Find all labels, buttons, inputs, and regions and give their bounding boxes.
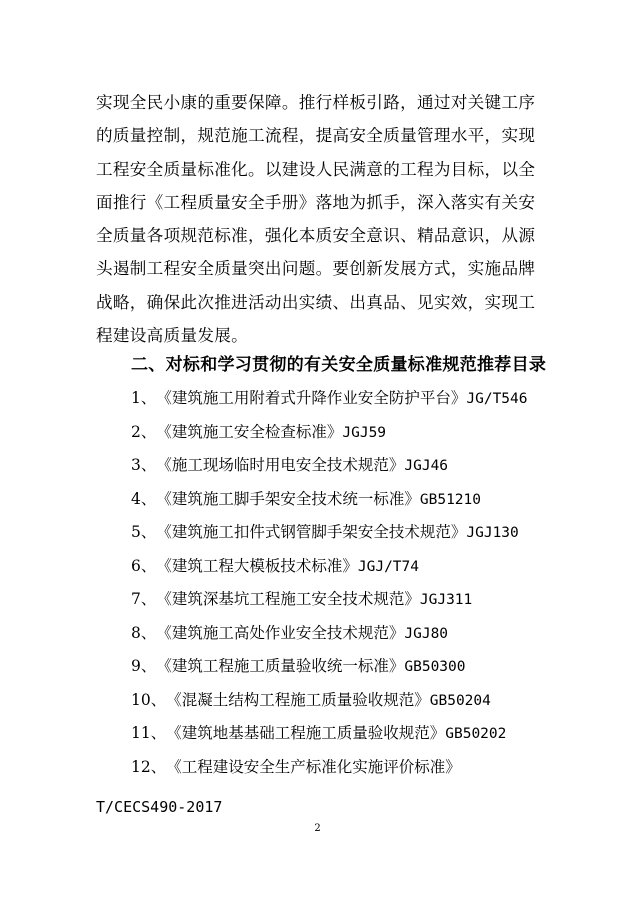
item-code: GB51210 (419, 491, 481, 508)
item-number: 12、 (131, 757, 167, 776)
item-code: JGJ/T74 (357, 558, 419, 575)
item-number: 9、 (131, 657, 157, 675)
standards-list (131, 382, 528, 784)
list-item (131, 650, 528, 684)
item-title: 《建筑工程施工质量验收统一标准》 (156, 657, 405, 675)
paragraph-line: 的质量控制，规范施工流程，提高安全质量管理水平，实现 (96, 126, 536, 146)
item-number: 7、 (131, 590, 157, 608)
paragraph-line: 头遏制工程安全质量突出问题。要创新发展方式，实施品牌 (96, 259, 536, 279)
item-title: 《建筑施工用附着式升降作业安全防护平台》 (156, 389, 467, 407)
item-title: 《建筑施工高处作业安全技术规范》 (156, 623, 405, 642)
section-heading: 二、对标和学习贯彻的有关安全质量标准规范推荐目录 (131, 355, 547, 375)
paragraph-line: 实现全民小康的重要保障。推行样板引路，通过对关键工序 (96, 93, 536, 112)
item-title: 《混凝土结构工程施工质量验收规范》 (166, 690, 430, 709)
list-item (131, 516, 528, 550)
item-title: 《工程建设安全生产标准化实施评价标准》 (166, 757, 461, 776)
item-code: JGJ46 (404, 458, 449, 474)
page-number: 2 (314, 823, 321, 834)
paragraph-line: 工程安全质量标准化。以建设人民满意的工程为目标，以全 (96, 159, 536, 179)
item-number: 11、 (131, 724, 167, 742)
body-paragraph (96, 86, 546, 352)
item-code: GB50202 (445, 726, 507, 742)
item-code: JGJ130 (466, 525, 519, 541)
item-title: 《施工现场临时用电安全技术规范》 (156, 456, 405, 474)
paragraph-line: 程建设高质量发展。 (96, 326, 249, 346)
list-item (131, 449, 528, 483)
item-code: GB50300 (404, 659, 466, 675)
item-number: 10、 (131, 690, 167, 709)
paragraph-line: 全质量各项规范标准，强化本质安全意识、精品意识，从源 (96, 226, 536, 246)
item-code: JG/T546 (466, 391, 528, 407)
item-number: 4、 (131, 489, 157, 508)
list-item (131, 717, 528, 751)
item-number: 2、 (131, 422, 157, 441)
list-item (131, 751, 528, 785)
paragraph-line: 战略，确保此次推进活动出实绩、出真品、见实效，实现工 (96, 292, 536, 312)
item-code: JGJ59 (342, 424, 387, 441)
item-number: 3、 (131, 456, 157, 474)
item-number: 5、 (131, 523, 157, 541)
item-title: 《建筑深基坑工程施工安全技术规范》 (156, 590, 420, 608)
list-item (131, 483, 528, 517)
item-number: 1、 (131, 389, 157, 407)
item-title: 《建筑工程大模板技术标准》 (156, 556, 358, 575)
item-code: JGJ80 (404, 625, 449, 642)
item-number: 6、 (131, 556, 157, 575)
item-number: 8、 (131, 623, 157, 642)
paragraph-line: 面推行《工程质量安全手册》落地为抓手，深入落实有关安 (96, 192, 536, 212)
item-title: 《建筑施工扣件式钢管脚手架安全技术规范》 (156, 523, 467, 541)
list-item (131, 550, 528, 584)
list-item (131, 382, 528, 416)
list-item (131, 617, 528, 651)
item-title: 《建筑施工脚手架安全技术统一标准》 (156, 489, 420, 508)
item-code: GB50204 (429, 692, 491, 709)
list-item (131, 416, 528, 450)
list-item (131, 583, 528, 617)
standard-code-continuation: T/CECS490-2017 (96, 798, 223, 816)
item-title: 《建筑地基基础工程施工质量验收规范》 (166, 724, 446, 742)
list-item (131, 684, 528, 718)
item-code: JGJ311 (419, 592, 473, 608)
item-title: 《建筑施工安全检查标准》 (156, 422, 343, 441)
